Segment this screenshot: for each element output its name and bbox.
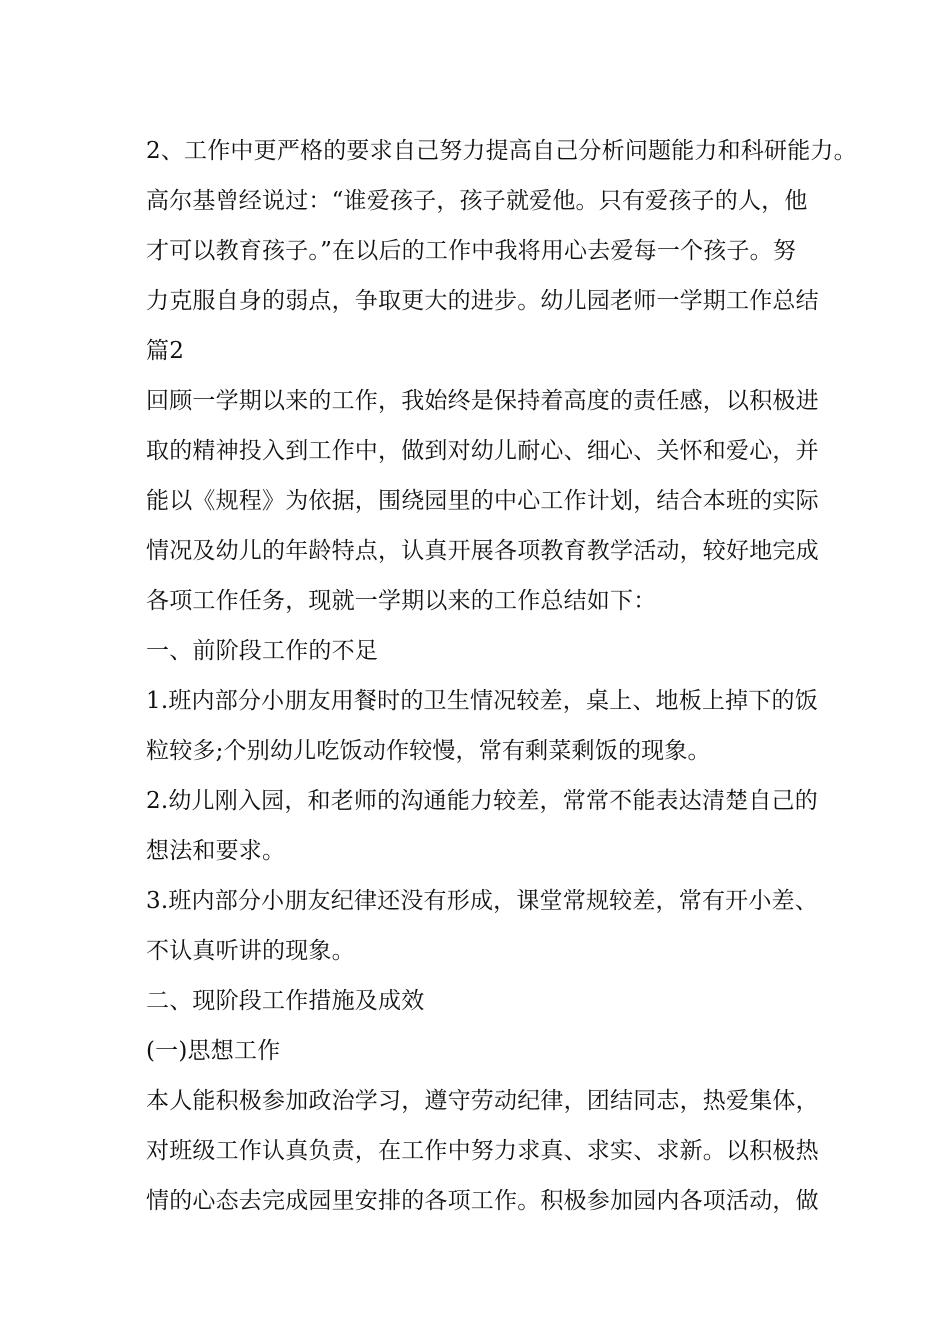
- text-line: 高尔基曾经说过：“谁爱孩子，孩子就爱他。只有爱孩子的人，他: [146, 188, 808, 214]
- text-line: 能以《规程》为依据，围绕园里的中心工作计划，结合本班的实际: [146, 488, 819, 514]
- text-line: 对班级工作认真负责，在工作中努力求真、求实、求新。以积极热: [146, 1138, 819, 1164]
- text-line: 本人能积极参加政治学习，遵守劳动纪律，团结同志，热爱集体，: [146, 1088, 819, 1114]
- document-body: [146, 126, 857, 1226]
- subsection-heading: (一)思想工作: [146, 1038, 281, 1064]
- text-line: 取的精神投入到工作中，做到对幼儿耐心、细心、关怀和爱心，并: [146, 438, 819, 464]
- text-line: 2、工作中更严格的要求自己努力提高自己分析问题能力和科研能力。: [146, 138, 857, 164]
- text-line: 情的心态去完成园里安排的各项工作。积极参加园内各项活动，做: [146, 1188, 819, 1214]
- section-heading: 一、前阶段工作的不足: [146, 638, 378, 664]
- text-line: 各项工作任务，现就一学期以来的工作总结如下：: [146, 588, 657, 614]
- section-heading: 篇2: [146, 338, 185, 364]
- text-line: 1.班内部分小朋友用餐时的卫生情况较差，桌上、地板上掉下的饭: [146, 688, 818, 714]
- text-line: 才可以教育孩子。”在以后的工作中我将用心去爱每一个孩子。努: [146, 238, 797, 264]
- text-line: 力克服自身的弱点，争取更大的进步。幼儿园老师一学期工作总结: [146, 288, 819, 314]
- text-line: 不认真听讲的现象。: [146, 938, 355, 964]
- text-line: 3.班内部分小朋友纪律还没有形成，课堂常规较差，常有开小差、: [146, 888, 818, 914]
- section-heading: 二、现阶段工作措施及成效: [146, 988, 425, 1014]
- text-line: 回顾一学期以来的工作，我始终是保持着高度的责任感，以积极进: [146, 388, 819, 414]
- text-line: 情况及幼儿的年龄特点，认真开展各项教育教学活动，较好地完成: [146, 538, 819, 564]
- text-line: 2.幼儿刚入园，和老师的沟通能力较差，常常不能表达清楚自己的: [146, 788, 818, 814]
- text-line: 想法和要求。: [146, 838, 286, 864]
- text-line: 粒较多;个别幼儿吃饭动作较慢，常有剩菜剩饭的现象。: [146, 738, 711, 764]
